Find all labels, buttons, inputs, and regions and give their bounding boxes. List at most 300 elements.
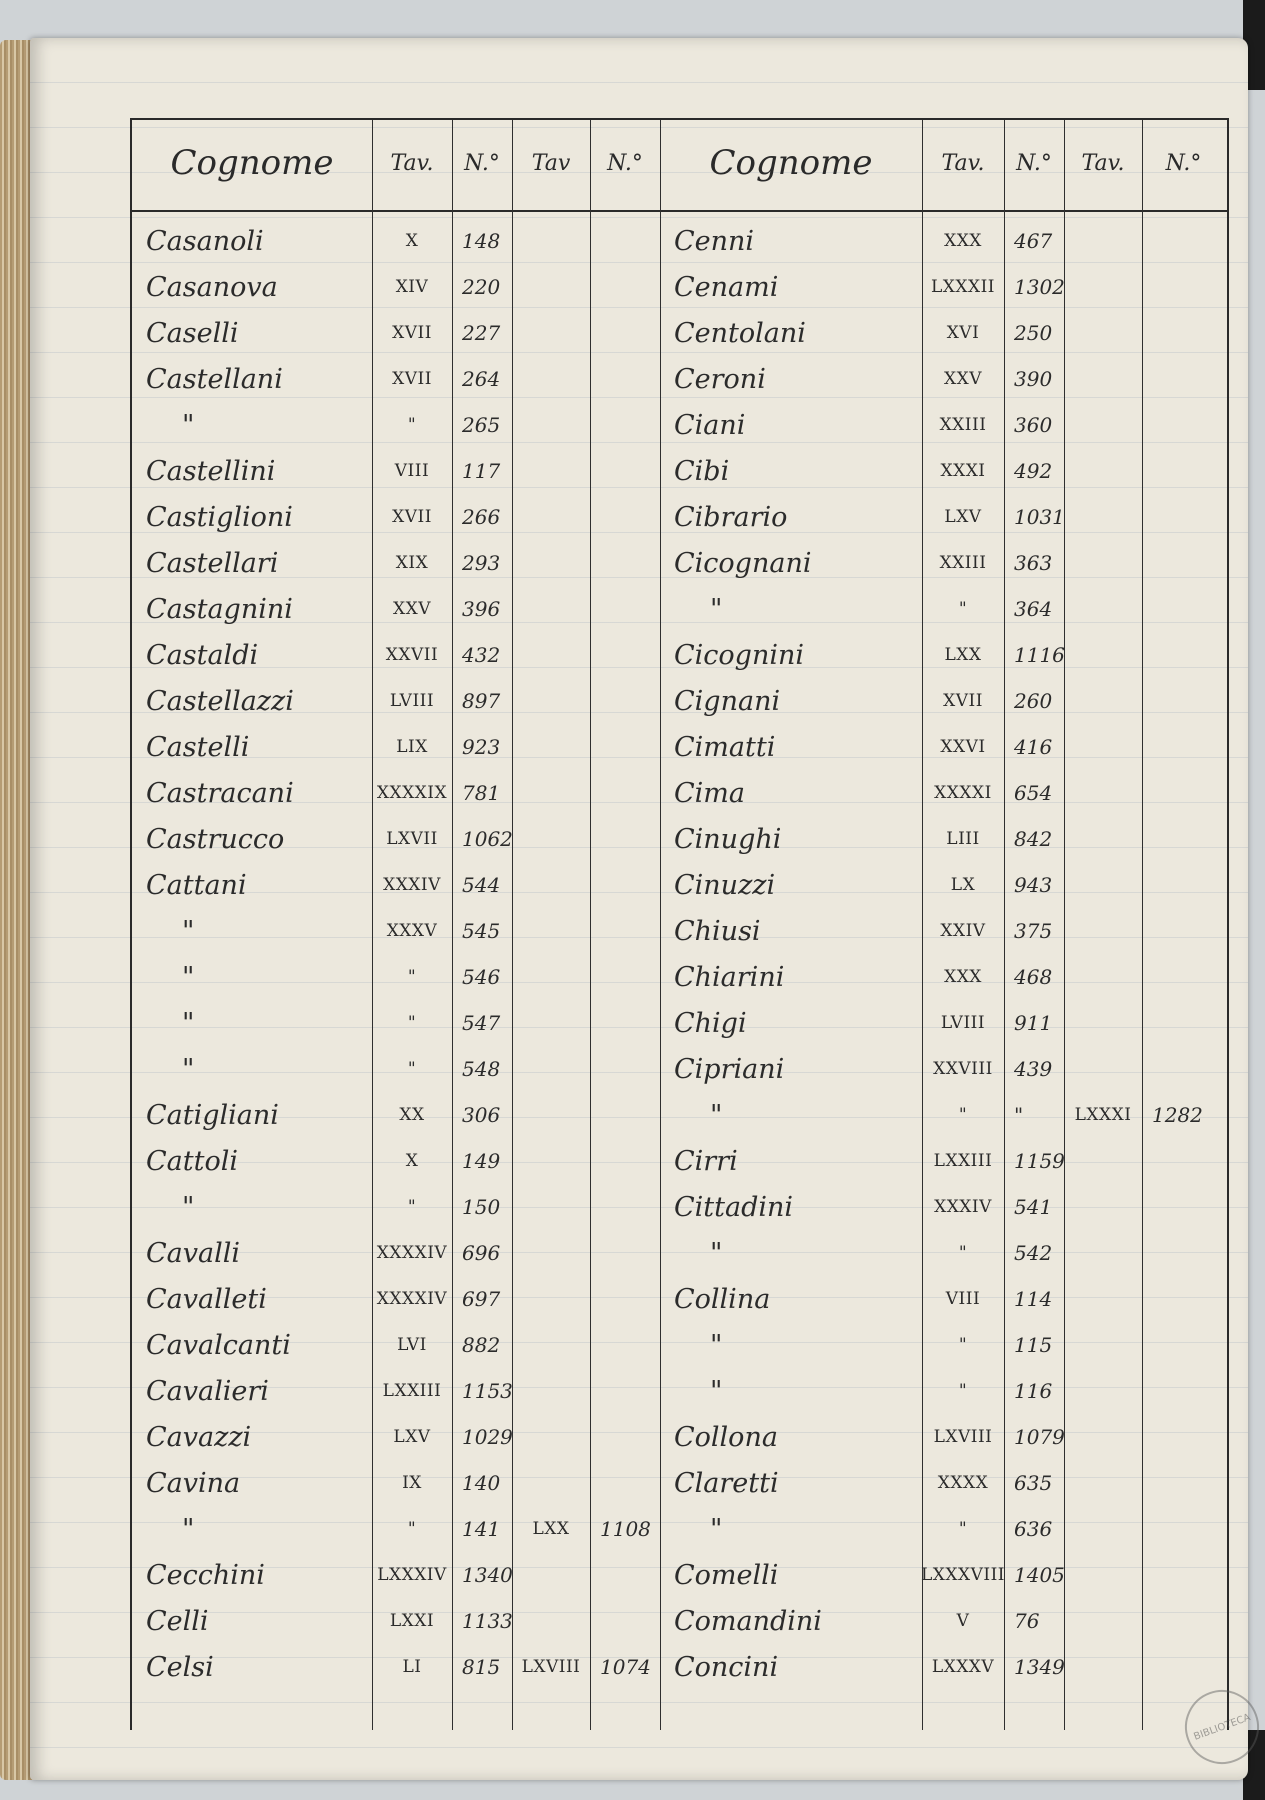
ledger-page <box>30 38 1248 1780</box>
tav-value: XVII <box>943 691 983 711</box>
tav-value: XXV <box>944 369 982 389</box>
tav2-value <box>1064 954 1142 1000</box>
surname: Catigliani <box>146 1099 279 1131</box>
tav-value: LXXI <box>389 1611 435 1631</box>
tav-value: XXXXIV <box>376 1289 448 1309</box>
number2-value <box>1142 724 1235 770</box>
surname: " <box>710 1375 723 1407</box>
tav2-value <box>1064 770 1142 816</box>
header-tav2-right: Tav. <box>1081 150 1125 176</box>
number-value: 390 <box>1014 367 1053 391</box>
tav-value: VIII <box>394 461 430 481</box>
tav-value: X <box>405 1151 419 1171</box>
tav-value: XIV <box>395 277 429 297</box>
tav-value: " <box>958 1519 968 1539</box>
number-value: 360 <box>1014 413 1053 437</box>
surname: Cavalleti <box>146 1283 267 1315</box>
surname: " <box>182 961 195 993</box>
tav-value: " <box>958 1381 968 1401</box>
surname: Cattoli <box>146 1145 238 1177</box>
tav2-value: LXXXI <box>1074 1105 1132 1125</box>
right-entry-row <box>132 678 1227 724</box>
surname: " <box>182 1513 195 1545</box>
tav-value: LVI <box>397 1335 427 1355</box>
number-value: 1116 <box>1014 643 1065 667</box>
surname: " <box>182 1053 195 1085</box>
surname: Ceroni <box>674 363 766 395</box>
tav-value: " <box>958 1105 968 1125</box>
right-entry-row <box>132 1644 1227 1690</box>
tav-value: " <box>958 1335 968 1355</box>
number-value: 923 <box>462 735 501 759</box>
right-entry-row <box>132 1276 1227 1322</box>
tav-value: LI <box>402 1657 422 1677</box>
tav-value: " <box>407 967 417 987</box>
surname: Chiusi <box>674 915 761 947</box>
number-value: 654 <box>1014 781 1053 805</box>
number-value: 227 <box>462 321 501 345</box>
surname: Castaldi <box>146 639 259 671</box>
number-value: 541 <box>1014 1195 1053 1219</box>
tav-value: X <box>405 231 419 251</box>
number-value: 696 <box>462 1241 501 1265</box>
right-entry-row <box>132 586 1227 632</box>
number2-value <box>1142 540 1235 586</box>
surname: " <box>710 593 723 625</box>
surname: Casanova <box>146 271 278 303</box>
number2-value <box>1142 632 1235 678</box>
number2-value <box>1142 1598 1235 1644</box>
right-entry-row <box>132 448 1227 494</box>
surname: Castiglioni <box>146 501 293 533</box>
tav2-value <box>1064 1322 1142 1368</box>
number2-value <box>1142 264 1235 310</box>
tav-value: V <box>956 1611 970 1631</box>
tav2-value <box>1064 310 1142 356</box>
column-rule <box>452 120 453 1730</box>
number2-value <box>1142 1414 1235 1460</box>
tav-value: XXVIII <box>933 1059 993 1079</box>
number-value: 547 <box>462 1011 501 1035</box>
number-value: 897 <box>462 689 501 713</box>
number-value: 264 <box>462 367 501 391</box>
number2-value <box>1142 1506 1235 1552</box>
number-value: 396 <box>462 597 501 621</box>
surname: Castellani <box>146 363 283 395</box>
number2-value <box>1142 218 1235 264</box>
header-num2-right: N.° <box>1165 150 1202 176</box>
number-value: 266 <box>462 505 501 529</box>
number-value: 115 <box>1014 1333 1053 1357</box>
right-entry-row <box>132 494 1227 540</box>
surname: Castellini <box>146 455 276 487</box>
number-value: 306 <box>462 1103 501 1127</box>
number2-value <box>1142 1276 1235 1322</box>
number-value: 492 <box>1014 459 1053 483</box>
surname: Collona <box>674 1421 778 1453</box>
surname: Claretti <box>674 1467 779 1499</box>
tav-value: LXVIII <box>933 1427 993 1447</box>
number2-value <box>1142 448 1235 494</box>
number-value: 1031 <box>1014 505 1065 529</box>
number-value: 117 <box>462 459 501 483</box>
right-entry-row <box>132 1092 1227 1138</box>
tav-value: LIX <box>396 737 428 757</box>
tav-value: XXVI <box>940 737 986 757</box>
tav-value: XXXIV <box>934 1197 992 1217</box>
tav2-value <box>1064 1506 1142 1552</box>
tav-value: XXIII <box>939 415 987 435</box>
number-value: 815 <box>462 1655 501 1679</box>
surname: Cignani <box>674 685 781 717</box>
surname: Castelli <box>146 731 250 763</box>
surname: " <box>710 1237 723 1269</box>
surname: Cittadini <box>674 1191 794 1223</box>
tav-value: XX <box>399 1105 425 1125</box>
surname: Cavalieri <box>146 1375 269 1407</box>
tav-value: XXXI <box>940 461 986 481</box>
number2-value <box>1142 1322 1235 1368</box>
surname: Celsi <box>146 1651 214 1683</box>
header-cognome-right: Cognome <box>709 143 873 183</box>
header-tav-right: Tav. <box>941 150 985 176</box>
number-value: 1340 <box>462 1563 513 1587</box>
number2-value <box>1142 1184 1235 1230</box>
number-value: 781 <box>462 781 501 805</box>
tav2-value <box>1064 1138 1142 1184</box>
number-value: 467 <box>1014 229 1053 253</box>
tav-value: LXV <box>393 1427 431 1447</box>
surname: Cipriani <box>674 1053 785 1085</box>
header-tav-left: Tav. <box>390 150 434 176</box>
tav2-value <box>1064 356 1142 402</box>
right-entry-row <box>132 954 1227 1000</box>
number-value: 140 <box>462 1471 501 1495</box>
surname: " <box>182 1007 195 1039</box>
number2-value <box>1142 1138 1235 1184</box>
header-num-left: N.° <box>464 150 500 176</box>
right-entry-row <box>132 1460 1227 1506</box>
number-value: 1159 <box>1014 1149 1065 1173</box>
tav-value: XXX <box>944 231 982 251</box>
surname: " <box>710 1329 723 1361</box>
tav2-value <box>1064 1000 1142 1046</box>
number2-value <box>1142 816 1235 862</box>
tav-value: " <box>407 1519 417 1539</box>
number2-value <box>1142 310 1235 356</box>
tav-value: XVI <box>946 323 980 343</box>
column-rule <box>1064 120 1065 1730</box>
number-value: 149 <box>462 1149 501 1173</box>
column-rule <box>922 120 923 1730</box>
number-value: 882 <box>462 1333 501 1357</box>
tav-value: XXIII <box>939 553 987 573</box>
right-entry-row <box>132 816 1227 862</box>
number-value: 1153 <box>462 1379 513 1403</box>
surname: Cimatti <box>674 731 776 763</box>
number-value: 116 <box>1014 1379 1053 1403</box>
right-entry-row <box>132 1552 1227 1598</box>
number-value: 150 <box>462 1195 501 1219</box>
tav-value: LXV <box>944 507 982 527</box>
tav-value: XVII <box>392 507 432 527</box>
number-value: 542 <box>1014 1241 1053 1265</box>
number-value: 943 <box>1014 873 1053 897</box>
tav2-value <box>1064 1276 1142 1322</box>
surname: Casanoli <box>146 225 264 257</box>
number-value: 697 <box>462 1287 501 1311</box>
header-tav2-left: Tav <box>531 150 571 176</box>
surname: Chigi <box>674 1007 747 1039</box>
tav2-value <box>1064 862 1142 908</box>
number-value: 1079 <box>1014 1425 1065 1449</box>
right-entry-row <box>132 908 1227 954</box>
tav-value: LXX <box>944 645 982 665</box>
surname: Celli <box>146 1605 209 1637</box>
tav-value: LXXXII <box>930 277 996 297</box>
surname: Cavalli <box>146 1237 241 1269</box>
surname: " <box>182 915 195 947</box>
number-value: 545 <box>462 919 501 943</box>
tav-value: VIII <box>945 1289 981 1309</box>
column-rule <box>512 120 513 1730</box>
number-value: 260 <box>1014 689 1053 713</box>
surname: Cima <box>674 777 745 809</box>
number-value: 363 <box>1014 551 1053 575</box>
number2-value <box>1142 1644 1235 1690</box>
surname: " <box>710 1099 723 1131</box>
number-value: 76 <box>1014 1609 1040 1633</box>
number-value: 1349 <box>1014 1655 1065 1679</box>
number2-value <box>1142 678 1235 724</box>
header-num-right: N.° <box>1016 150 1052 176</box>
number2-value <box>1142 1552 1235 1598</box>
surname: Cavalcanti <box>146 1329 291 1361</box>
surname: Castellari <box>146 547 279 579</box>
tav2-value <box>1064 1552 1142 1598</box>
tav2-value: LXX <box>532 1519 570 1539</box>
tav2-value <box>1064 1598 1142 1644</box>
tav-value: " <box>407 415 417 435</box>
tav-value: XXVII <box>385 645 439 665</box>
tav-value: XXV <box>393 599 431 619</box>
number-value: 293 <box>462 551 501 575</box>
tav2-value: LXVIII <box>521 1657 581 1677</box>
tav2-value <box>1064 678 1142 724</box>
number2-value <box>1142 954 1235 1000</box>
number2-value <box>1142 908 1235 954</box>
column-rule <box>590 120 591 1730</box>
surname: Cenami <box>674 271 779 303</box>
number2-value <box>1142 1000 1235 1046</box>
tav-value: LXVII <box>386 829 438 849</box>
surname: Cicognini <box>674 639 805 671</box>
surname: Cecchini <box>146 1559 265 1591</box>
column-rule <box>372 120 373 1730</box>
tav-value: LIII <box>946 829 980 849</box>
tav2-value <box>1064 264 1142 310</box>
number-value: 468 <box>1014 965 1053 989</box>
tav-value: LXXIII <box>382 1381 442 1401</box>
tav-value: XXX <box>944 967 982 987</box>
tav-value: XVII <box>392 369 432 389</box>
header-num2-left: N.° <box>607 150 643 176</box>
surname: Comandini <box>674 1605 822 1637</box>
tav-value: IX <box>402 1473 422 1493</box>
number2-value <box>1142 586 1235 632</box>
surname: Caselli <box>146 317 239 349</box>
number2-value <box>1142 1046 1235 1092</box>
surname: " <box>182 1191 195 1223</box>
surname: Cattani <box>146 869 247 901</box>
right-entry-row <box>132 218 1227 264</box>
column-rule <box>1004 120 1005 1730</box>
tav-value: " <box>958 1243 968 1263</box>
tav2-value <box>1064 908 1142 954</box>
number-value: 265 <box>462 413 501 437</box>
library-stamp: BIBLIOTECA <box>1175 1680 1265 1775</box>
right-entry-row <box>132 632 1227 678</box>
right-entry-row <box>132 1046 1227 1092</box>
tav2-value <box>1064 1368 1142 1414</box>
number2-value <box>1142 494 1235 540</box>
number-value: 114 <box>1014 1287 1053 1311</box>
tav-value: LXXXVIII <box>920 1565 1006 1585</box>
surname: Concini <box>674 1651 779 1683</box>
number-value: 220 <box>462 275 501 299</box>
number-value: 432 <box>462 643 501 667</box>
number2-value <box>1142 862 1235 908</box>
number-value: 250 <box>1014 321 1053 345</box>
number2-value <box>1142 770 1235 816</box>
surname: Cirri <box>674 1145 738 1177</box>
right-entry-row <box>132 862 1227 908</box>
right-entry-row <box>132 1322 1227 1368</box>
tav-value: XXXXI <box>934 783 992 803</box>
tav2-value <box>1064 724 1142 770</box>
tav-value: LXXIII <box>933 1151 993 1171</box>
right-entry-row <box>132 310 1227 356</box>
tav-value: " <box>407 1059 417 1079</box>
tav-value: " <box>407 1197 417 1217</box>
tav2-value <box>1064 1230 1142 1276</box>
surname: Cenni <box>674 225 755 257</box>
tav-value: LVIII <box>389 691 435 711</box>
surname: Cinuzzi <box>674 869 776 901</box>
number-value: 148 <box>462 229 501 253</box>
number2-value <box>1142 402 1235 448</box>
surname: Castracani <box>146 777 294 809</box>
surname: Comelli <box>674 1559 779 1591</box>
tav2-value <box>1064 1046 1142 1092</box>
right-entry-row <box>132 1000 1227 1046</box>
number-value: 635 <box>1014 1471 1053 1495</box>
right-entry-row <box>132 1598 1227 1644</box>
tav-value: XIX <box>395 553 429 573</box>
tav-value: XXXV <box>386 921 438 941</box>
surname: Castellazzi <box>146 685 294 717</box>
table-header <box>132 120 1227 212</box>
tav2-value <box>1064 494 1142 540</box>
number-value: 1029 <box>462 1425 513 1449</box>
right-entry-row <box>132 402 1227 448</box>
tav2-value <box>1064 1644 1142 1690</box>
tav2-value <box>1064 632 1142 678</box>
right-entry-row <box>132 1138 1227 1184</box>
tav-value: LVIII <box>940 1013 986 1033</box>
tav2-value <box>1064 1184 1142 1230</box>
number-value: 416 <box>1014 735 1053 759</box>
number2-value <box>1142 1368 1235 1414</box>
number-value: 546 <box>462 965 501 989</box>
number2-value: 1074 <box>600 1655 651 1679</box>
number-value: 141 <box>462 1517 501 1541</box>
surname: " <box>182 409 195 441</box>
surname: Cavazzi <box>146 1421 252 1453</box>
right-entry-row <box>132 724 1227 770</box>
surname-index-table <box>130 118 1229 1730</box>
surname: Castagnini <box>146 593 293 625</box>
number2-value: 1108 <box>600 1517 651 1541</box>
tav-value: " <box>958 599 968 619</box>
surname: Cinughi <box>674 823 782 855</box>
tav2-value <box>1064 218 1142 264</box>
tav-value: LXXXIV <box>377 1565 447 1585</box>
right-entry-row <box>132 1368 1227 1414</box>
right-entry-row <box>132 770 1227 816</box>
number-value: " <box>1014 1103 1024 1127</box>
right-entry-row <box>132 264 1227 310</box>
tav2-value <box>1064 586 1142 632</box>
tav2-value <box>1064 448 1142 494</box>
surname: Cavina <box>146 1467 241 1499</box>
tav-value: LX <box>950 875 976 895</box>
right-entry-row <box>132 356 1227 402</box>
tav-value: LXXXV <box>931 1657 995 1677</box>
surname: Cibi <box>674 455 730 487</box>
right-entry-row <box>132 1506 1227 1552</box>
number-value: 439 <box>1014 1057 1053 1081</box>
surname: Cicognani <box>674 547 812 579</box>
tav2-value <box>1064 1460 1142 1506</box>
tav-value: XXIV <box>940 921 986 941</box>
number-value: 1302 <box>1014 275 1065 299</box>
right-entry-row <box>132 1230 1227 1276</box>
tav-value: XVII <box>392 323 432 343</box>
number-value: 375 <box>1014 919 1053 943</box>
right-entry-row <box>132 1414 1227 1460</box>
tav-value: XXXXIV <box>376 1243 448 1263</box>
tav2-value <box>1064 1414 1142 1460</box>
number-value: 548 <box>462 1057 501 1081</box>
number2-value <box>1142 356 1235 402</box>
right-entry-row <box>132 1184 1227 1230</box>
column-rule <box>660 120 661 1730</box>
surname: Castrucco <box>146 823 285 855</box>
number2-value <box>1142 1230 1235 1276</box>
number-value: 1405 <box>1014 1563 1065 1587</box>
tav2-value <box>1064 816 1142 862</box>
tav-value: XXXXIX <box>376 783 448 803</box>
number-value: 842 <box>1014 827 1053 851</box>
number2-value <box>1142 1460 1235 1506</box>
number-value: 911 <box>1014 1011 1053 1035</box>
surname: Collina <box>674 1283 771 1315</box>
right-entry-row <box>132 540 1227 586</box>
number-value: 364 <box>1014 597 1053 621</box>
number-value: 636 <box>1014 1517 1053 1541</box>
tav-value: XXXX <box>937 1473 989 1493</box>
